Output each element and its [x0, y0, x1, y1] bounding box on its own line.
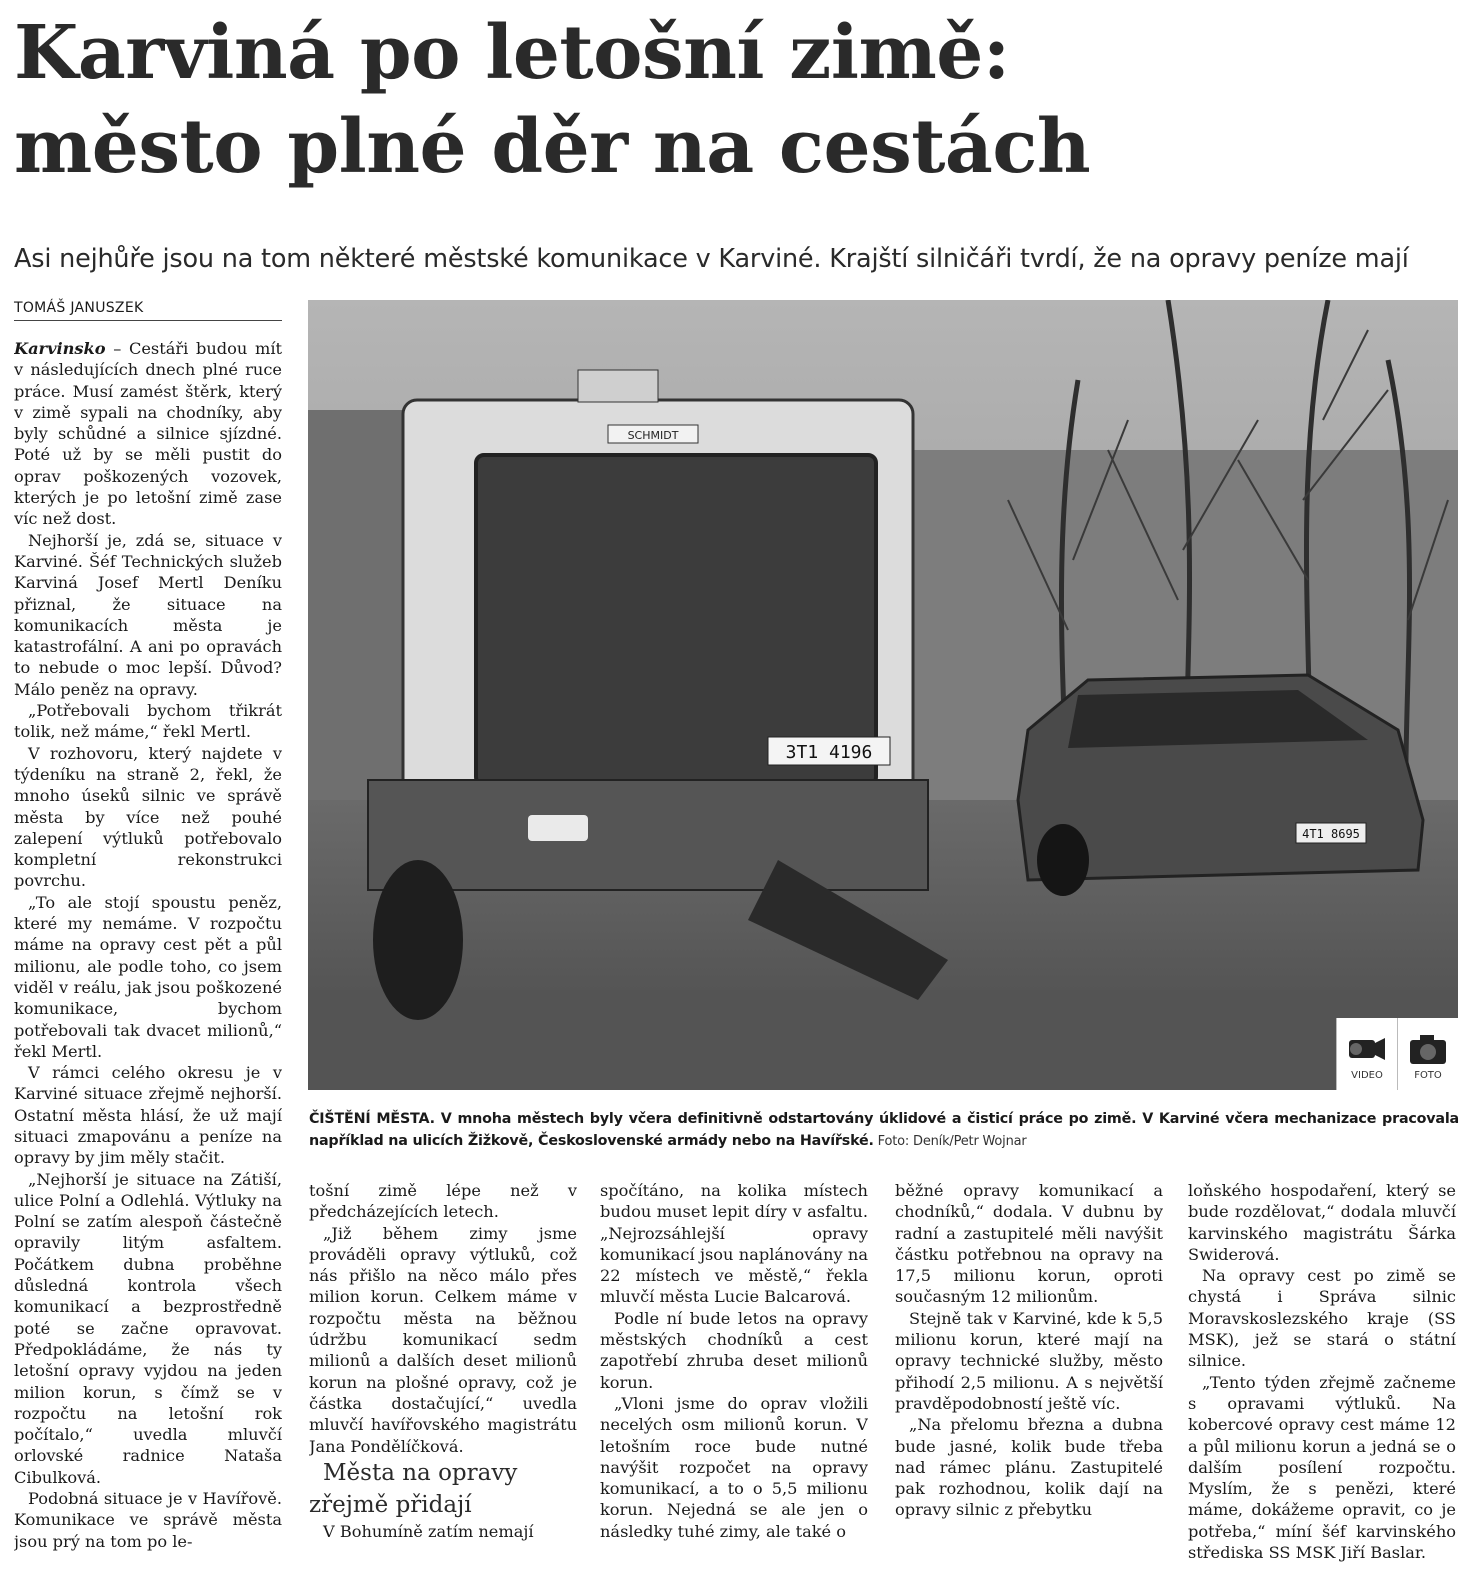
- paragraph: Nejhorší je, zdá se, situace v Karviné. Šéf Technických služeb Karviná Josef Mertl Deníku přiznal, že situace na komunikacích města je katastrofální. A ani po opravách to nebude o moc lepší. Důvod? Málo peněz na opravy.: [14, 530, 282, 699]
- truck-brand-label: SCHMIDT: [627, 429, 679, 442]
- dateline: Karvinsko: [14, 339, 106, 358]
- photo-label: FOTO: [1414, 1069, 1442, 1081]
- caption-credit: Foto: Deník/Petr Wojnar: [873, 1134, 1027, 1149]
- video-button[interactable]: [1336, 1018, 1397, 1090]
- caption-lead: ČIŠTĚNÍ MĚSTA.: [309, 1111, 435, 1127]
- paragraph: V Bohumíně zatím nemají: [323, 1521, 534, 1541]
- headline-line-1: Karviná po letošní zimě:: [14, 10, 1010, 96]
- paragraph: V rámci celého okresu je v Karviné situace zřejmě nejhorší. Ostatní města hlásí, že už mají situaci zmapovánu a peníze na opravy by jim měly stačit.: [14, 1063, 282, 1168]
- photo-caption: [309, 1108, 1459, 1153]
- paragraph: „Vloni jsme do oprav vložili necelých osm milionů korun. V letošním roce bude nutné navýšit rozpočet na opravy komunikací, a to o 5,5 milionu korun. Nejedná se ale jen o následky tuhé zimy, ale také o: [600, 1393, 868, 1541]
- video-camera-icon: [1345, 1028, 1389, 1068]
- photo-illustration: [308, 300, 1458, 1090]
- subheadline: Asi nejhůře jsou na tom některé městské komunikace v Karviné. Krajští silničáři tvrdí, že na opravy peníze mají: [14, 244, 1409, 274]
- article-column-4: [895, 1180, 1163, 1580]
- paragraph: běžné opravy komunikací a chodníků,“ dodala. V dubnu by radní a zastupitelé měli navýšit částku potřebnou na opravy na 17,5 milionu korun, oproti současným 12 milionům.: [895, 1181, 1163, 1307]
- paragraph: „Na přelomu března a dubna bude jasné, kolik bude třeba nad rámec plánu. Zastupitelé pak rozhodnou, kolik dají na opravy silnic z přebytku: [895, 1415, 1163, 1520]
- article-column-3: [600, 1180, 868, 1580]
- paragraph: Stejně tak v Karviné, kde k 5,5 milionu korun, které mají na opravy technické služby, město přihodí 2,5 milionu. A s největší pravděpodobností ještě víc.: [895, 1308, 1163, 1413]
- video-label: VIDEO: [1351, 1069, 1383, 1081]
- paragraph: „To ale stojí spoustu peněz, které my nemáme. V rozpočtu máme na opravy cest pět a půl milionu, ale podle toho, co jsem viděl v reálu, jak jsou poškozené komunikace, bychom potřebovali tak dvacet milionů,“ řekl Mertl.: [14, 892, 282, 1061]
- paragraph: „Potřebovali bychom třikrát tolik, než máme,“ řekl Mertl.: [14, 701, 282, 742]
- paragraph: „Již během zimy jsme prováděli opravy výtluků, což nás přišlo na něco málo přes milion korun. Celkem máme v rozpočtu města na běžnou údržbu komunikací sedm milionů a dalších deset milionů korun na plošné opravy, což je částka dostačující,“ uvedla mluvčí havířovského magistrátu Jana Pondělíčková.: [309, 1223, 577, 1456]
- paragraph: loňského hospodaření, který se bude rozdělovat,“ dodala mluvčí karvinského magistrátu Šárka Swiderová.: [1188, 1181, 1456, 1264]
- photo-camera-icon: [1406, 1028, 1450, 1068]
- paragraph: tošní zimě lépe než v předcházejících letech.: [309, 1181, 577, 1222]
- section-subtitle: Města na opravy zřejmě přidají: [309, 1459, 518, 1518]
- photo-button[interactable]: [1397, 1018, 1458, 1090]
- paragraph: Na opravy cest po zimě se chystá i Správa silnic Moravskoslezského kraje (SS MSK), jež se stará o státní silnice.: [1188, 1266, 1456, 1371]
- paragraph: Podobná situace je v Havířově. Komunikace ve správě města jsou prý na tom po le-: [14, 1489, 282, 1551]
- paragraph: spočítáno, na kolika místech budou muset lepit díry v asfaltu. „Nejrozsáhlejší opravy komunikací jsou naplánovány na 22 místech ve městě,“ řekla mluvčí města Lucie Balcarová.: [600, 1181, 868, 1307]
- paragraph-text: – Cestáři budou mít v následujících dnech plné ruce práce. Musí zamést štěrk, který v zimě sypali na chodníky, aby byly schůdné a silnice sjízdné. Poté už by se měli pustit do oprav poškozených vozovek, kterých je po letošní zimě zase víc než dost.: [14, 339, 282, 529]
- headline: [14, 6, 1464, 194]
- paragraph: „Nejhorší je situace na Zátiší, ulice Polní a Odlehlá. Výtluky na Polní se zatím alespoň částečně opravily litým asfaltem. Počátkem dubna proběhne důsledná kontrola všech komunikací a bezprostředně poté se začne opravovat. Předpokládáme, že nás ty letošní opravy vyjdou na jeden milion korun, s čímž se v rozpočtu na letošní rok počítalo,“ uvedla mluvčí orlovské radnice Nataša Cibulková.: [14, 1169, 282, 1487]
- car: [1018, 675, 1423, 896]
- article-column-1: [14, 338, 282, 1580]
- truck-plate: 3T1 4196: [785, 742, 873, 763]
- caption-text: V mnoha městech byly včera definitivně odstartovány úklidové a čisticí práce po zimě. V Karviné včera mechanizace pracovala například na ulicích Žižkově, Československé armády nebo na Havířské.: [309, 1111, 1459, 1149]
- paragraph: Podle ní bude letos na opravy městských chodníků a cest zapotřebí zhruba deset milionů korun.: [600, 1308, 868, 1392]
- article-column-5: [1188, 1180, 1456, 1580]
- car-plate: 4T1 8695: [1302, 827, 1360, 841]
- street-sweeper-photo: [308, 300, 1458, 1090]
- paragraph: V rozhovoru, který najdete v týdeníku na straně 2, řekl, že mnoho úseků silnic ve správě města by více než pouhé zalepení výtluků potřebovalo kompletní rekonstrukci povrchu.: [14, 743, 282, 891]
- headline-line-2: město plné děr na cestách: [14, 104, 1091, 190]
- media-icons: [1336, 1018, 1458, 1090]
- paragraph: [14, 338, 282, 530]
- byline: TOMÁŠ JANUSZEK: [14, 298, 282, 321]
- article-column-2: [309, 1180, 577, 1580]
- paragraph: „Tento týden zřejmě začneme s opravami výtluků. Na kobercové opravy cest máme 12 a půl milionu korun a jedná se o dalším posílení rozpočtu. Myslím, že s penězi, které máme, dokážeme opravit, co je potřeba,“ míní šéf karvinského střediska SS MSK Jiří Baslar.: [1188, 1372, 1456, 1563]
